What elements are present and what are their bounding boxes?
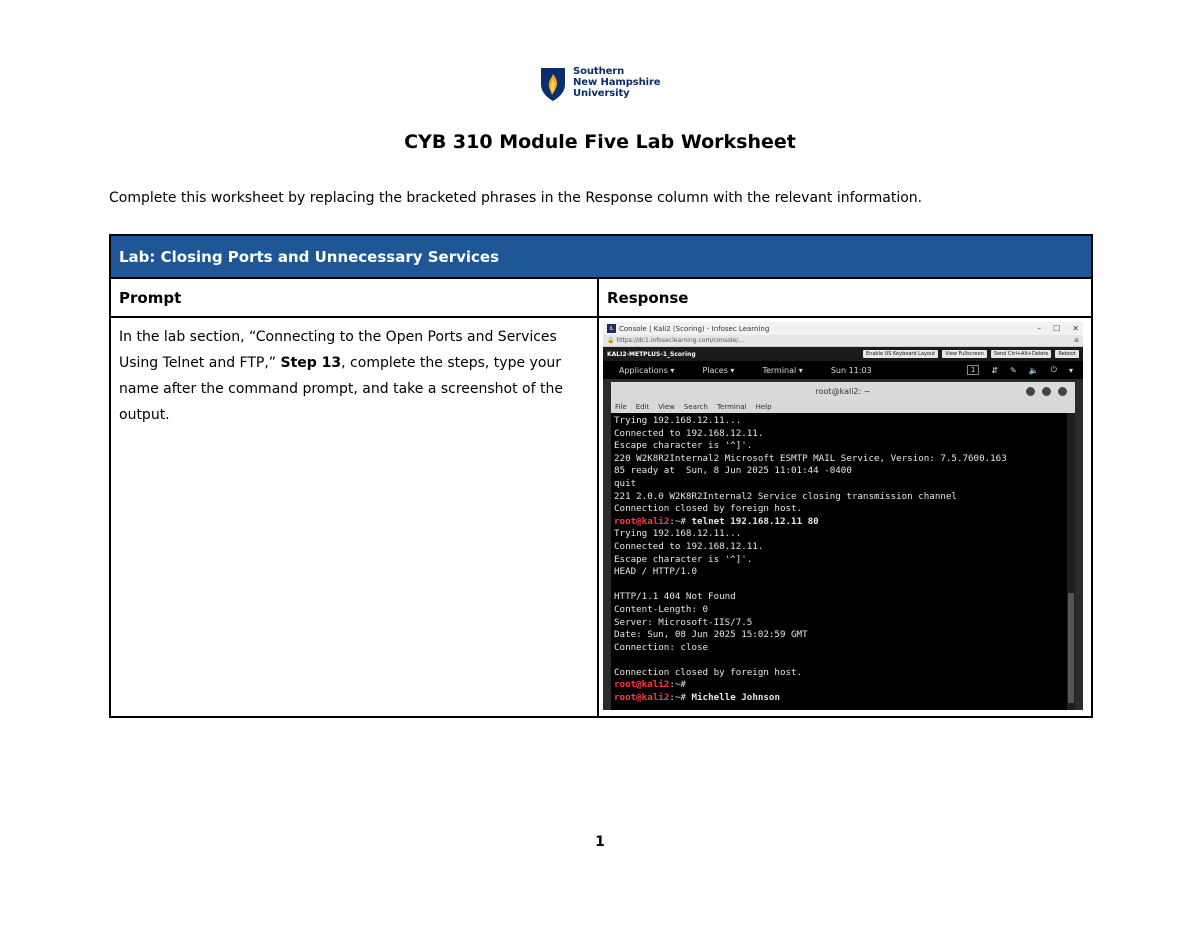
terminal-command: telnet 192.168.12.11 80 [691, 515, 819, 527]
terminal-minimize-icon [1026, 387, 1035, 396]
terminal-line: 85 ready at Sun, 8 Jun 2025 11:01:44 -0400 [614, 465, 852, 477]
terminal-close-icon [1058, 387, 1067, 396]
lab-table [109, 234, 1093, 718]
browser-window-title: Console | Kali2 (Scoring) - Infosec Learning [619, 324, 770, 333]
terminal-scrollbar [1067, 413, 1075, 710]
terminal-prompt: root@kali2 [614, 692, 670, 704]
terminal-prompt-suffix: :~# [669, 679, 692, 691]
ctrl-alt-del-button: Send Ctrl+Alt+Delete [991, 350, 1052, 358]
workspace-indicator: 1 [967, 365, 979, 375]
terminal-line: 220 W2K8R2Internal2 Microsoft ESMTP MAIL Service, Version: 7.5.7600.163 [614, 452, 1007, 464]
shield-flame-icon [539, 66, 567, 102]
browser-address-bar [603, 335, 1083, 347]
terminal-menu-view: View [658, 402, 675, 411]
response-cell [598, 317, 1092, 717]
prompt-column-header: Prompt [110, 278, 598, 317]
prompt-step: Step 13 [280, 355, 342, 371]
keyboard-layout-button: Enable US Keyboard Layout [863, 350, 938, 358]
terminal-maximize-icon [1042, 387, 1051, 396]
university-logo [539, 66, 669, 102]
terminal-line: Server: Microsoft-IIS/7.5 [614, 616, 753, 628]
terminal-prompt-suffix: :~# [669, 692, 692, 704]
gnome-top-bar [603, 361, 1083, 379]
prompt-cell [110, 317, 598, 717]
terminal-window [611, 382, 1075, 710]
logo-line-2: New Hampshire [573, 77, 661, 88]
applications-menu: Applications ▾ [619, 365, 675, 375]
chevron-down-icon: ▾ [1068, 365, 1073, 375]
scrollbar-thumb [1068, 593, 1074, 703]
reboot-button: Reboot [1055, 350, 1079, 358]
machine-name: KALI2-METPLUS-1_Scoring [607, 350, 696, 358]
terminal-titlebar [611, 382, 1075, 400]
terminal-line [614, 579, 1072, 592]
window-controls [1037, 324, 1079, 333]
terminal-line: HEAD / HTTP/1.0 [614, 566, 697, 578]
terminal-line: Connected to 192.168.12.11. [614, 540, 764, 552]
browser-favicon-icon: IL [607, 324, 616, 333]
terminal-line: Escape character is '^]'. [614, 553, 753, 565]
terminal-menu-file: File [615, 402, 627, 411]
maximize-icon: ☐ [1053, 324, 1061, 333]
terminal-line: Trying 192.168.12.11... [614, 528, 742, 540]
terminal-menu-terminal: Terminal [716, 402, 747, 411]
zoom-icon: ⊕ [1073, 337, 1079, 344]
fullscreen-button: View Fullscreen [942, 350, 987, 358]
terminal-command: Michelle Johnson [691, 692, 780, 704]
instructions-text: Complete this worksheet by replacing the bracketed phrases in the Response column with the relevant information. [109, 190, 923, 206]
terminal-line [614, 654, 1072, 667]
terminal-menubar [611, 400, 1075, 413]
terminal-title: root@kali2: ~ [815, 386, 871, 396]
terminal-line: Content-Length: 0 [614, 603, 709, 615]
logo-line-3: University [573, 88, 630, 99]
terminal-menu-edit: Edit [635, 402, 650, 411]
browser-url: https://dc1.infoseclearning.com/console/... [616, 337, 744, 344]
terminal-prompt: root@kali2 [614, 679, 670, 691]
close-icon: ✕ [1072, 324, 1079, 333]
terminal-line [614, 679, 1072, 692]
terminal-line: Connection closed by foreign host. [614, 503, 803, 515]
terminal-menu-search: Search [683, 402, 708, 411]
power-icon: ⏻ [1050, 365, 1057, 374]
browser-titlebar [603, 322, 1083, 335]
terminal-menu-help: Help [755, 402, 772, 411]
console-buttons [863, 350, 1079, 358]
pen-icon: ✎ [1009, 365, 1017, 375]
terminal-line: Connected to 192.168.12.11. [614, 427, 764, 439]
lock-icon: 🔒 [607, 337, 617, 344]
page-number: 1 [595, 834, 605, 850]
terminal-line: 221 2.0.0 W2K8R2Internal2 Service closing transmission channel [614, 490, 957, 502]
terminal-menu: Terminal ▾ [762, 365, 803, 375]
page-title: CYB 310 Module Five Lab Worksheet [404, 131, 796, 153]
terminal-line [614, 516, 1072, 529]
console-toolbar [603, 347, 1083, 361]
terminal-prompt-suffix: :~# [669, 515, 692, 527]
prompt-text-2: , complete the steps, type your name after the command prompt, and take a screenshot of the output. [119, 355, 563, 423]
terminal-line: Trying 192.168.12.11... [614, 415, 742, 426]
terminal-line: quit [614, 477, 637, 489]
terminal-line: Date: Sun, 08 Jun 2025 15:02:59 GMT [614, 629, 808, 641]
volume-icon: 🔈 [1028, 365, 1039, 375]
places-menu: Places ▾ [702, 365, 735, 375]
logo-wordmark [573, 66, 660, 99]
terminal-prompt: root@kali2 [614, 515, 670, 527]
terminal-window-controls [1026, 387, 1067, 396]
terminal-line: Escape character is '^]'. [614, 440, 753, 452]
terminal-line: HTTP/1.1 404 Not Found [614, 591, 736, 603]
logo-line-1: Southern [573, 66, 625, 77]
terminal-line: Connection closed by foreign host. [614, 666, 803, 678]
terminal-line [614, 692, 1072, 705]
prompt-text-1: In the lab section, “Connecting to the Open Ports and Services Using Telnet and FTP,” [119, 329, 557, 371]
network-icon: ⇵ [991, 365, 998, 375]
minimize-icon: – [1037, 324, 1042, 333]
clock: Sun 11:03 [830, 365, 872, 375]
lab-header: Lab: Closing Ports and Unnecessary Services [110, 235, 1092, 278]
vm-screenshot [603, 322, 1083, 710]
response-column-header: Response [598, 278, 1092, 317]
terminal-line: Connection: close [614, 641, 709, 653]
terminal-output [611, 413, 1075, 708]
tray [967, 365, 1073, 375]
